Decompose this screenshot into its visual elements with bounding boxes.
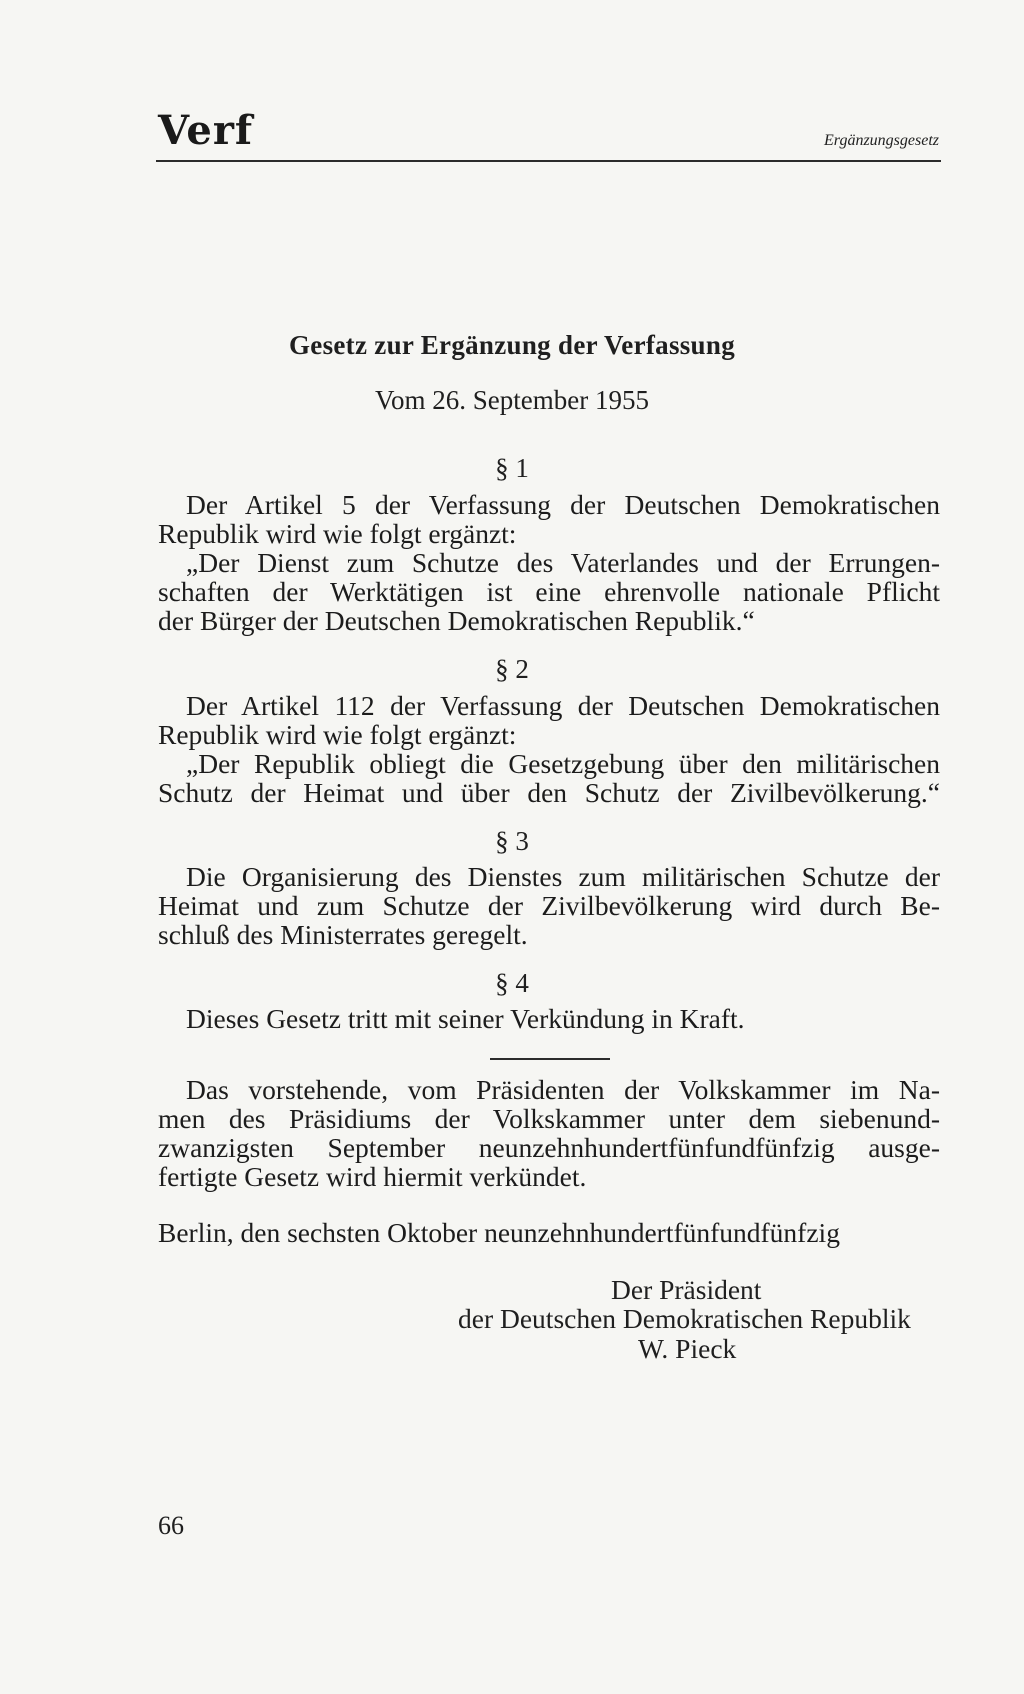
section-3-text: [158, 862, 940, 949]
place-date-line: Berlin, den sechsten Oktober neunzehnhundertfünfundfünfzig: [158, 1217, 840, 1248]
section-1-text: [158, 490, 940, 635]
law-title: Gesetz zur Ergänzung der Verfassung: [288, 330, 735, 360]
section-1-line: der Bürger der Deutschen Demokratischen Republik.“: [158, 605, 755, 636]
section-sign-1: § 1: [495, 453, 529, 483]
section-2-text: [158, 691, 940, 807]
section-4-text: [158, 1004, 940, 1033]
section-2-line: Republik wird wie folgt ergänzt:: [158, 719, 517, 750]
section-1-line: Republik wird wie folgt ergänzt:: [158, 518, 517, 549]
running-header-section: Ergänzungsgesetz: [824, 132, 939, 149]
proclamation-line: Das vorstehende, vom Präsidenten der Volkskammer im Na-: [186, 1074, 940, 1105]
section-1-line: schaften der Werktätigen ist eine ehrenvolle nationale Pflicht: [158, 576, 940, 607]
section-1-line: „Der Dienst zum Schutze des Vaterlandes und der Errungen-: [186, 547, 940, 578]
section-2-line: Der Artikel 112 der Verfassung der Deutschen Demokratischen: [186, 690, 940, 721]
section-3-line: schluß des Ministerrates geregelt.: [158, 919, 528, 950]
page-number: 66: [158, 1511, 184, 1540]
signature-name: W. Pieck: [638, 1333, 737, 1364]
section-sign-4: § 4: [495, 968, 529, 998]
section-3-line: Die Organisierung des Dienstes zum militärischen Schutze der: [186, 861, 940, 892]
place-date: [158, 1218, 940, 1247]
law-date: Vom 26. September 1955: [375, 385, 649, 415]
signature-title: Der Präsident: [611, 1274, 762, 1305]
proclamation-line: fertigte Gesetz wird hiermit verkündet.: [158, 1161, 587, 1192]
section-4-line: Dieses Gesetz tritt mit seiner Verkündung in Kraft.: [186, 1003, 745, 1034]
section-divider: [490, 1058, 610, 1060]
section-1-line: Der Artikel 5 der Verfassung der Deutschen Demokratischen: [186, 489, 940, 520]
section-2-line: Schutz der Heimat und über den Schutz der Zivilbevölkerung.“: [158, 777, 940, 808]
header-divider: [156, 160, 941, 162]
proclamation-line: zwanzigsten September neunzehnhundertfünfundfünfzig ausge-: [158, 1132, 940, 1163]
section-2-line: „Der Republik obliegt die Gesetzgebung über den militärischen: [186, 748, 940, 779]
proclamation-line: men des Präsidiums der Volkskammer unter dem siebenund-: [158, 1103, 940, 1134]
section-3-line: Heimat und zum Schutze der Zivilbevölkerung wird durch Be-: [158, 890, 940, 921]
section-sign-3: § 3: [495, 826, 529, 856]
signature-office: der Deutschen Demokratischen Republik: [458, 1303, 911, 1334]
proclamation-text: [158, 1075, 940, 1191]
section-sign-2: § 2: [495, 654, 529, 684]
running-header-mark: Verf: [158, 107, 254, 154]
